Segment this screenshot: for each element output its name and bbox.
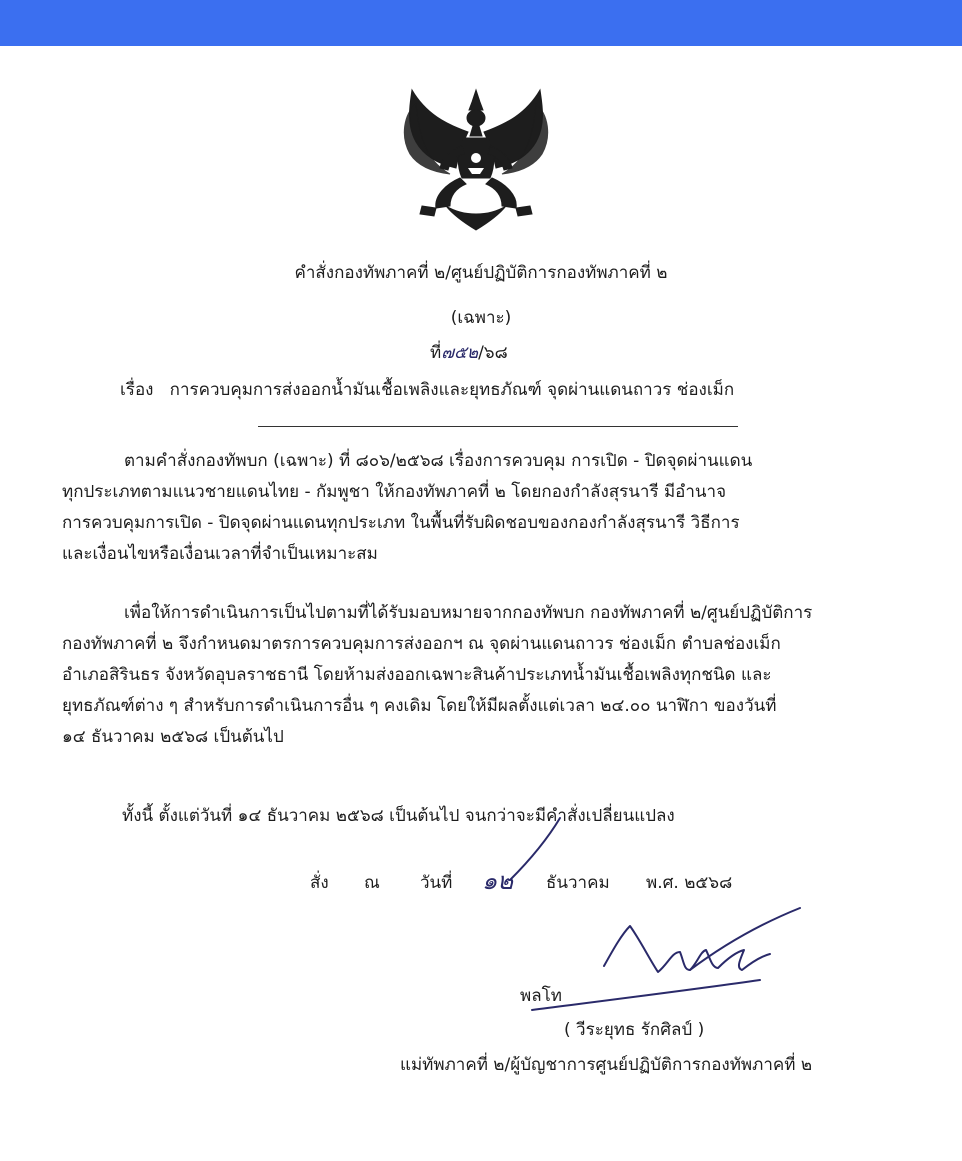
- signature-flourish: [690, 908, 800, 970]
- order-heading: คำสั่งกองทัพภาคที่ ๒/ศูนย์ปฏิบัติการกองทัพภาคที่ ๒: [294, 263, 668, 283]
- paragraph-2: [62, 598, 912, 753]
- pen-stroke: [510, 818, 560, 880]
- classification-label: (เฉพาะ): [450, 308, 512, 328]
- signer-rank: พลโท: [520, 986, 562, 1006]
- garuda-emblem-icon: [376, 84, 576, 234]
- subject-text: การควบคุมการส่งออกน้ำมันเชื้อเพลิงและยุทธภัณฑ์ จุดผ่านแดนถาวร ช่องเม็ก: [169, 380, 735, 400]
- paragraph-1-line: ตามคำสั่งกองทัพบก (เฉพาะ) ที่ ๘๐๖/๒๕๖๘ เรื่องการควบคุม การเปิด - ปิดจุดผ่านแดน: [124, 451, 753, 471]
- paragraph-2-line: อำเภอสิรินธร จังหวัดอุบลราชธานี โดยห้ามส่งออกเฉพาะสินค้าประเภทน้ำมันเชื้อเพลิงทุกชนิด และ: [62, 665, 772, 685]
- paragraph-2-line: ยุทธภัณฑ์ต่าง ๆ สำหรับการดำเนินการอื่น ๆ คงเดิม โดยให้มีผลตั้งแต่เวลา ๒๔.๐๐ นาฬิกา ของวันที่: [62, 696, 777, 716]
- date-month: ธันวาคม: [546, 873, 610, 893]
- date-label: วันที่: [420, 873, 453, 893]
- date-day-handwritten: ๑๒: [482, 867, 514, 895]
- subject-label: เรื่อง: [120, 380, 154, 400]
- at-label: ณ: [364, 873, 380, 893]
- date-year: พ.ศ. ๒๕๖๘: [646, 873, 733, 893]
- paragraph-1: [62, 446, 912, 570]
- signature-underline: [532, 980, 760, 1010]
- paragraph-1-line: และเงื่อนไขหรือเงื่อนเวลาที่จำเป็นเหมาะสม: [62, 544, 378, 564]
- signature-stroke: [604, 926, 770, 972]
- ordered-label: สั่ง: [310, 873, 329, 893]
- order-number: [430, 342, 508, 364]
- order-number-suffix: /๖๘: [478, 343, 508, 363]
- order-number-prefix: ที่: [430, 343, 442, 363]
- paragraph-1-line: การควบคุมการเปิด - ปิดจุดผ่านแดนทุกประเภท ในพื้นที่รับผิดชอบของกองกำลังสุรนารี วิธีการ: [62, 513, 740, 533]
- paragraph-2-line: ๑๔ ธันวาคม ๒๕๖๘ เป็นต้นไป: [62, 727, 284, 747]
- signer-name: ( วีระยุทธ รักศิลป์ ): [564, 1020, 705, 1040]
- paragraph-2-line: กองทัพภาคที่ ๒ จึงกำหนดมาตรการควบคุมการส่งออกฯ ณ จุดผ่านแดนถาวร ช่องเม็ก ตำบลช่องเม็ก: [62, 634, 781, 654]
- paragraph-1-line: ทุกประเภทตามแนวชายแดนไทย - กัมพูชา ให้กองทัพภาคที่ ๒ โดยกองกำลังสุรนารี มีอำนาจ: [62, 482, 727, 502]
- paragraph-3: ทั้งนี้ ตั้งแต่วันที่ ๑๔ ธันวาคม ๒๕๖๘ เป็นต้นไป จนกว่าจะมีคำสั่งเปลี่ยนแปลง: [122, 806, 675, 826]
- top-banner: [0, 0, 962, 46]
- subject-line: [120, 379, 734, 401]
- order-number-handwritten: ๗๕๒: [441, 343, 479, 363]
- subject-divider: [258, 426, 738, 427]
- signer-position: แม่ทัพภาคที่ ๒/ผู้บัญชาการศูนย์ปฏิบัติการกองทัพภาคที่ ๒: [400, 1055, 813, 1075]
- paragraph-2-line: เพื่อให้การดำเนินการเป็นไปตามที่ได้รับมอบหมายจากกองทัพบก กองทัพภาคที่ ๒/ศูนย์ปฏิบัติการ: [124, 603, 813, 623]
